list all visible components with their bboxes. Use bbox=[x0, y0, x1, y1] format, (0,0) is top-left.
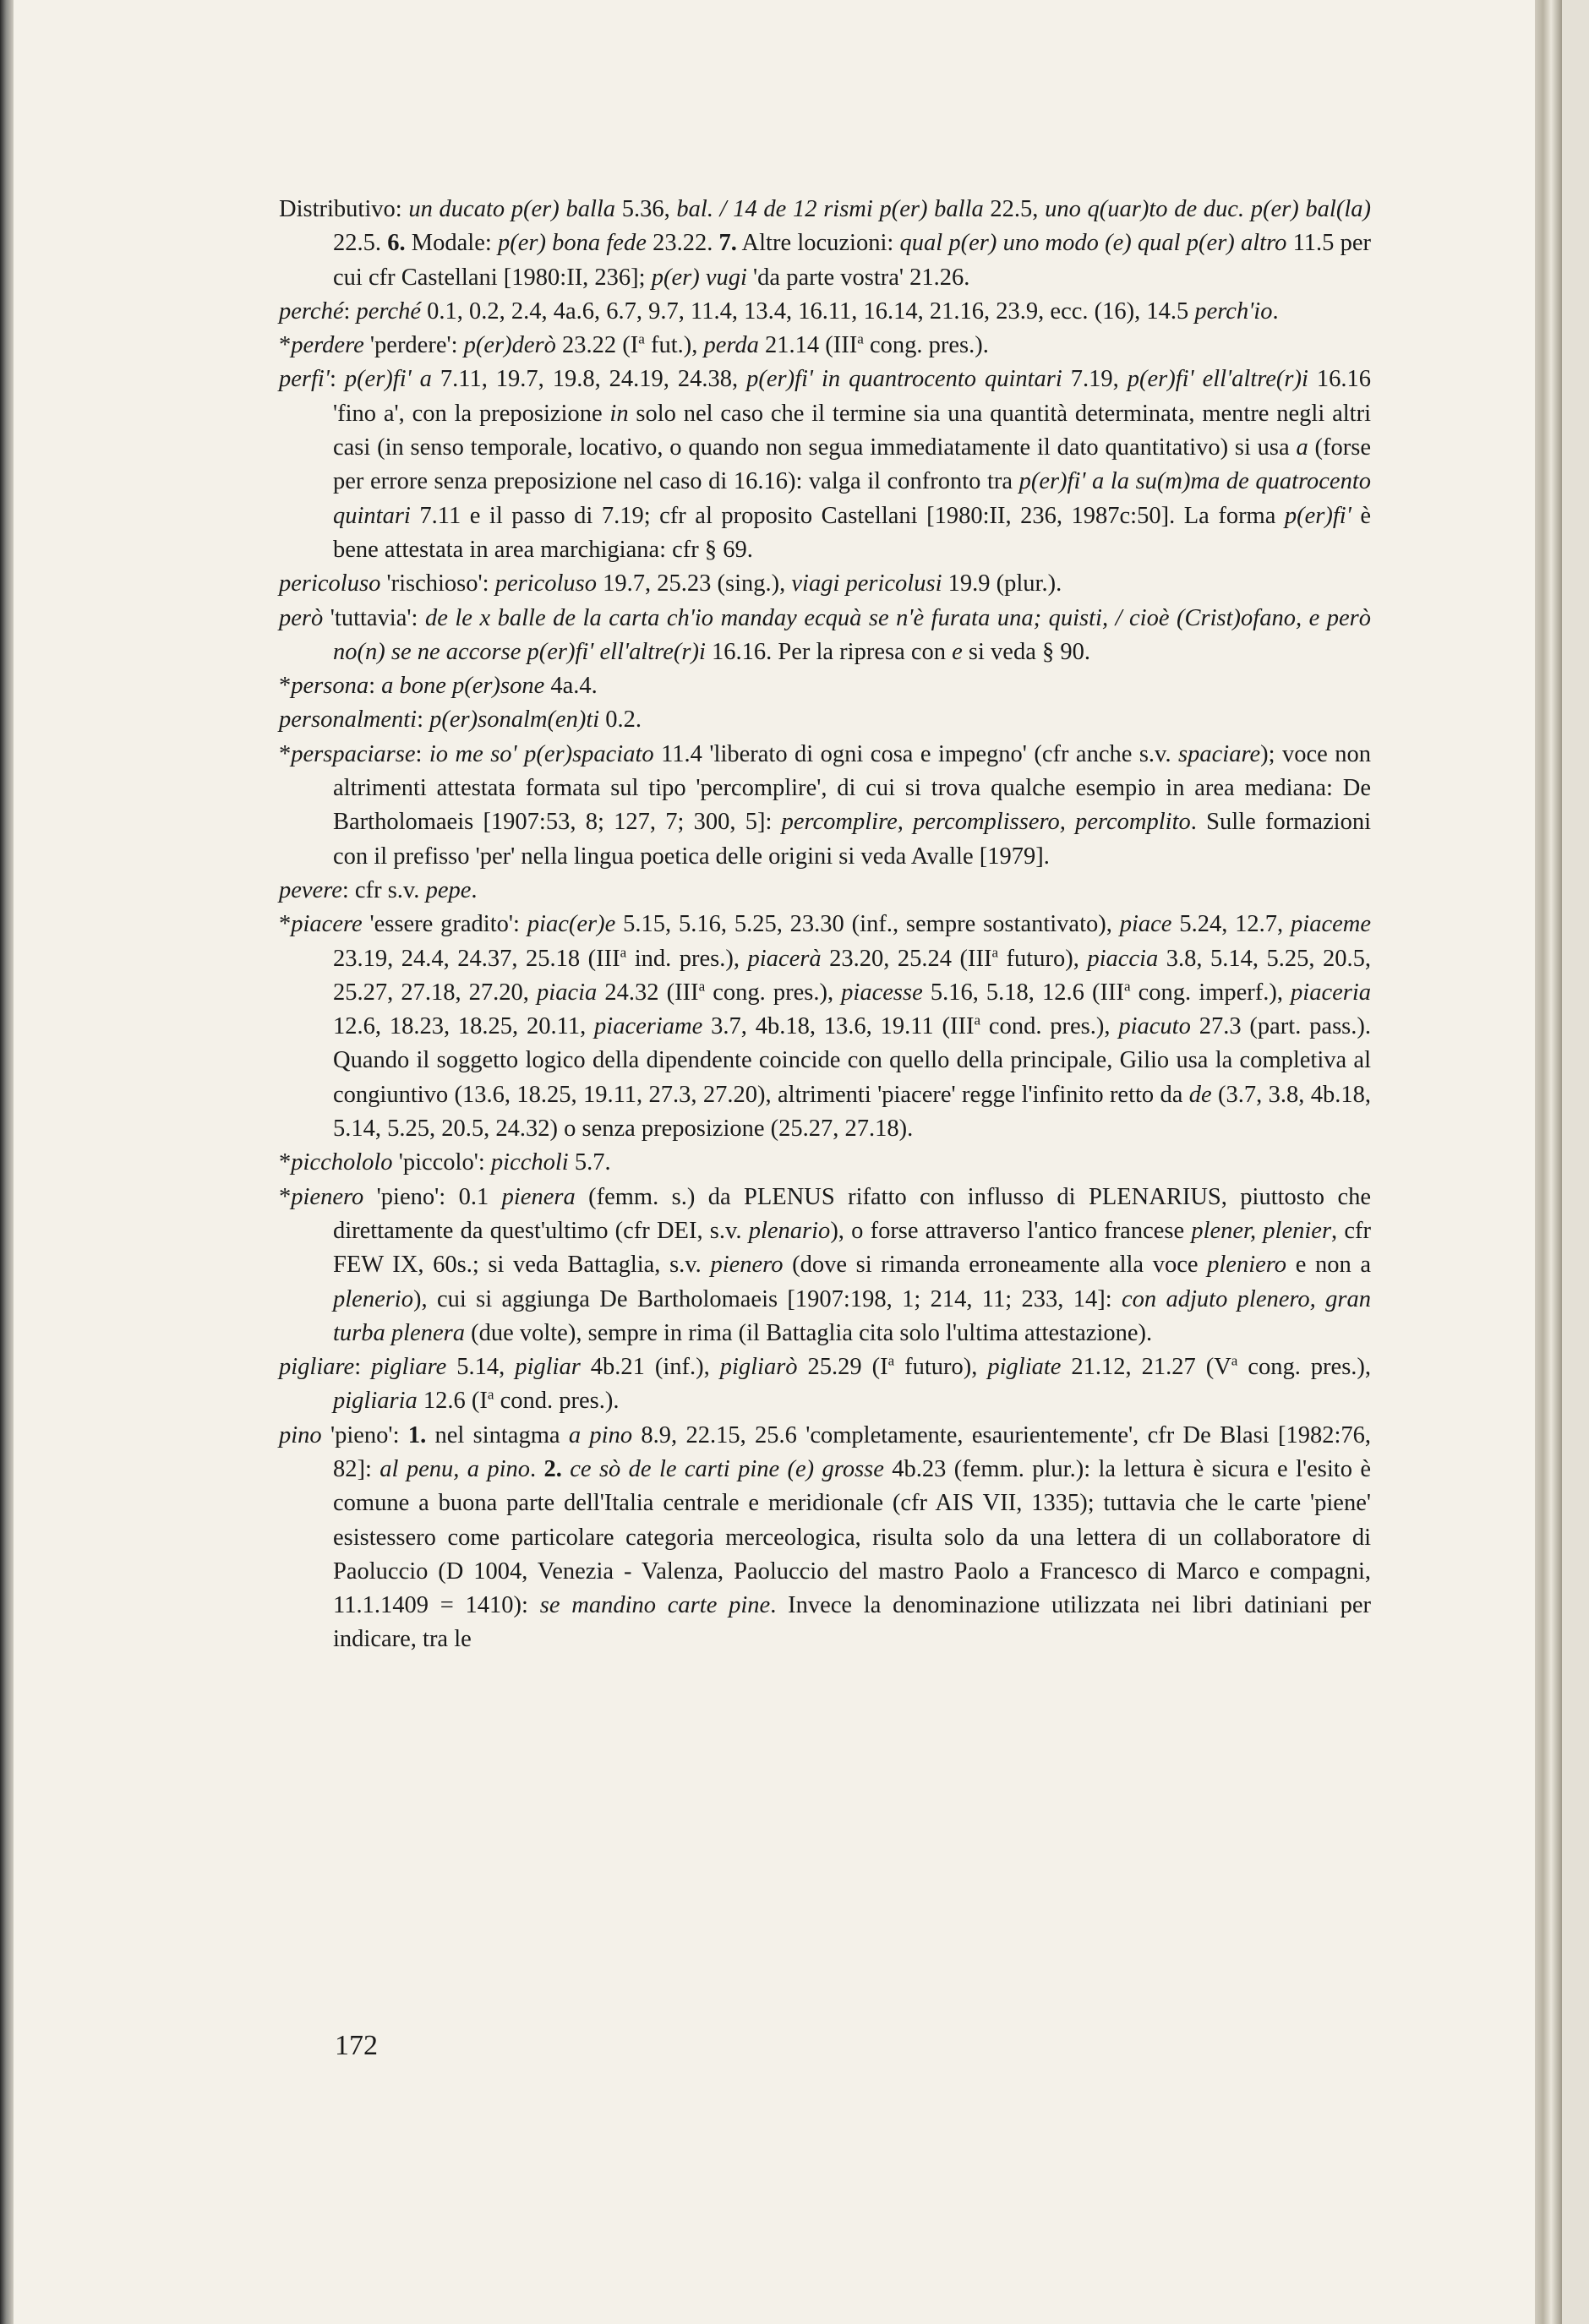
entry-perfi: perfi': p(er)fi' a 7.11, 19.7, 19.8, 24.19, 24.38, p(er)fi' in quantrocento quintari 7.19, p(er)fi' ell'altre(r)i 16.16 'fino a', con la preposizione in solo nel caso che il termine sia una quantità determinata, mentre negli altri casi (in senso temporale, locativo, o quando non segua immediatamente il dato quantitativo) si usa a (forse per errore senza preposizione nel caso di 16.16): valga il confronto tra p(er)fi' a la su(m)ma de quatrocento quintari 7.11 e il passo di 7.19; cfr al proposito Castellani [1980:II, 236, 1987c:50]. La forma p(er)fi' è bene attestata in area marchigiana: cfr § 69. bbox=[279, 366, 1372, 563]
entry-pero: però 'tuttavia': de le x balle de la carta ch'io manday ecquà se n'è furata una; quisti, / cioè (Crist)ofano, e però no(n) se ne accorse p(er)fi' ell'altre(r)i 16.16. Per la ripresa con e si veda § 90. bbox=[279, 604, 1371, 665]
entry-piacere: *piacere 'essere gradito': piac(er)e 5.15, 5.16, 5.25, 23.30 (inf., sempre sostantivato), piace 5.24, 12.7, piaceme 23.19, 24.4, 24.37, 25.18 (III$^a$ ind. pres.), piacerà 23.20, 25.24 (III$^a$ futuro), piaccia 3.8, 5.14, 5.25, 20.5, 25.27, 27.18, 27.20, piacia 24.32 (III$^a$ cong. pres.), piacesse 5.16, 5.18, 12.6 (III$^a$ cong. imperf.), piaceria 12.6, 18.23, 18.25, 20.11, piaceriame 3.7, 4b.18, 13.6, 19.11 (III$^a$ cond. pres.), piacuto 27.3 (part. pass.). Quando il soggetto logico della dipendente coincide con quello della principale, Gilio usa la completiva al congiuntivo (13.6, 18.25, 19.11, 27.3, 27.20), altrimenti 'piacere' regge l'infinito retto da de (3.7, 3.8, 4b.18, 5.14, 5.25, 20.5, 24.32) o senza preposizione (25.27, 27.18). bbox=[279, 911, 1372, 1143]
glossary-text bbox=[279, 193, 1371, 1657]
book-binding bbox=[0, 0, 14, 2324]
entry-picchololo: *picchololo 'piccolo': piccholi 5.7. bbox=[279, 1149, 611, 1176]
entry-pigliare: pigliare: pigliare 5.14, pigliar 4b.21 (inf.), pigliarò 25.29 ($I^a$ futuro), pigliate 21.12, 21.27 ($V^a$ cong. pres.), pigliaria 12.6 ($I^a$ cond. pres.). bbox=[279, 1352, 1372, 1415]
page-number: 172 bbox=[335, 2030, 378, 2061]
entry-pericoluso: pericoluso 'rischioso': pericoluso 19.7, 25.23 (sing.), viagi pericolusi 19.9 (plur.). bbox=[279, 570, 1062, 597]
entry-pino: pino 'pieno': 1. nel sintagma a pino 8.9, 22.15, 25.6 'completamente, esaurientemente', cfr De Blasi [1982:76, 82]: al penu, a pino. 2. ce sò de le carti pine (e) grosse 4b.23 (femm. plur.): la lettura è sicura e l'esito è comune a buona parte dell'Italia centrale e meridionale (cfr AIS VII, 1335); tuttavia che le carte 'piene' esistessero come particolare categoria merceologica, risulta solo da una lettera di un collaboratore di Paoluccio (D 1004, Venezia - Valenza, Paoluccio del mastro Paolo a Francesco di Marco e compagni, 11.1.1409 = 1410): se mandino carte pine. Invece la denominazione utilizzata nei libri datiniani per indicare, tra le bbox=[279, 1421, 1372, 1653]
entry-pienero: *pienero 'pieno': 0.1 pienera (femm. s.) da PLENUS rifatto con influsso di PLENARIUS, piuttosto che direttamente da quest'ultimo (cfr DEI, s.v. plenario), o forse attraverso l'antico francese plener, plenier, cfr FEW IX, 60s.; si veda Battaglia, s.v. pienero (dove si rimanda erroneamente alla voce pleniero e non a plenerio), cui si aggiunga De Bartholomaeis [1907:198, 1; 214, 11; 233, 14]: con adjuto plenero, gran turba plenera (due volte), sempre in rima (il Battaglia cita solo l'ultima attestazione). bbox=[279, 1183, 1372, 1346]
entry-pevere: pevere: cfr s.v. pepe. bbox=[279, 876, 478, 903]
entry-perspaciarse: *perspaciarse: io me so' p(er)spaciato 11.4 'liberato di ogni cosa e impegno' (cfr anche s.v. spaciare); voce non altrimenti attestata formata sul tipo 'percomplire', di cui si trova qualche esempio in area mediana: De Bartholomaeis [1907:53, 8; 127, 7; 300, 5]: percomplire, percomplissero, percomplito. Sulle formazioni con il prefisso 'per' nella lingua poetica delle origini si veda Avalle [1979]. bbox=[279, 740, 1372, 870]
entry-persona: *persona: a bone p(er)sone 4a.4. bbox=[279, 673, 598, 700]
entry-distributivo: Distributivo: un ducato p(er) balla 5.36, bal. / 14 de 12 rismi p(er) balla 22.5, uno q(uar)to de duc. p(er) bal(la) 22.5. 6. Modale: p(er) bona fede 23.22. 7. Altre locuzioni: qual p(er) uno modo (e) qual p(er) altro 11.5 per cui cfr Castellani [1980:II, 236]; p(er) vugi 'da parte vostra' 21.26. bbox=[279, 196, 1371, 291]
entry-personalmenti: personalmenti: p(er)sonalm(en)ti 0.2. bbox=[279, 706, 642, 734]
page-edge bbox=[1535, 0, 1562, 2324]
entry-perche: perché: perché 0.1, 0.2, 2.4, 4a.6, 6.7, 9.7, 11.4, 13.4, 16.11, 16.14, 21.16, 23.9, ecc. (16), 14.5 perch'io. bbox=[279, 297, 1279, 325]
entry-perdere: *perdere 'perdere': p(er)derò 23.22 ($I^a$ fut.), perda 21.14 (III$^a$ cong. pres.). bbox=[279, 330, 989, 359]
